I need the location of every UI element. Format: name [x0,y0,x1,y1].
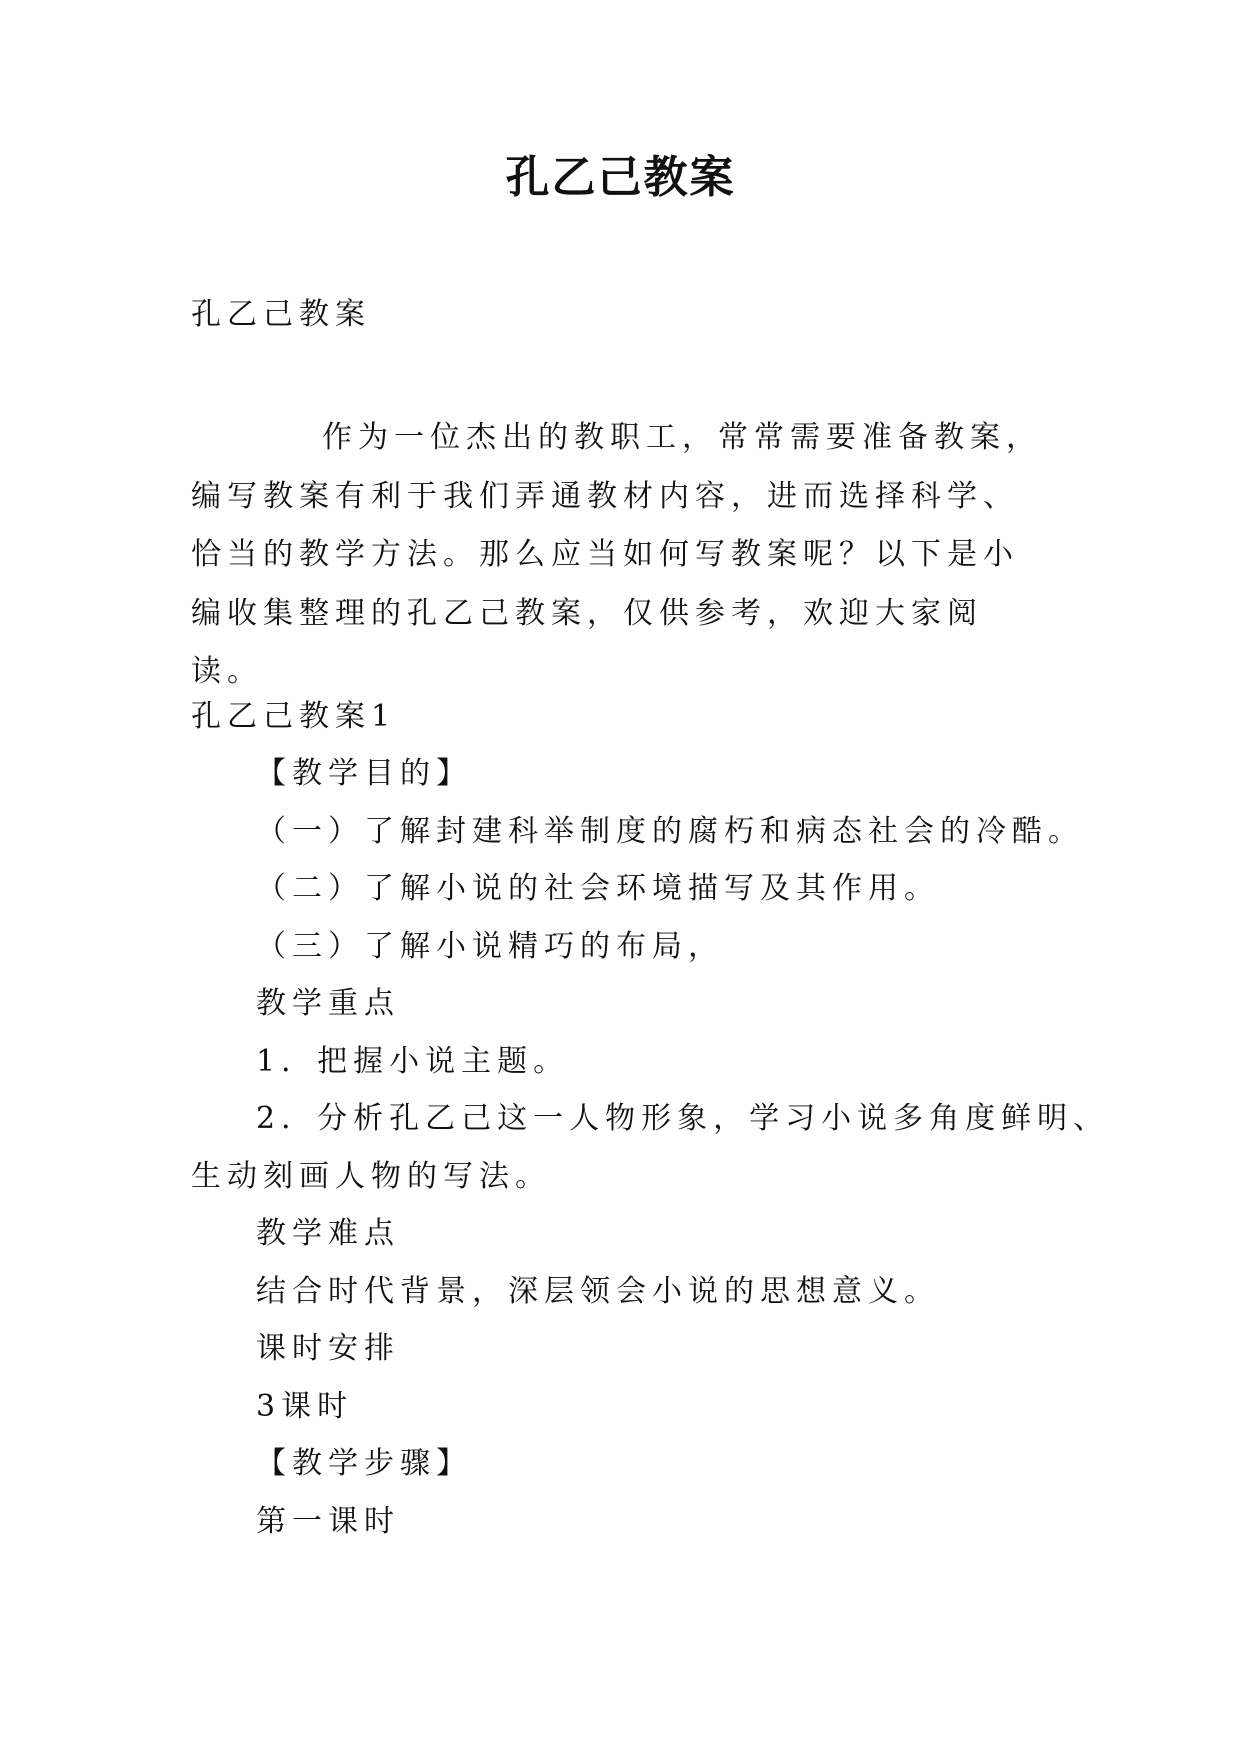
difficulty-text: 结合时代背景，深层领会小说的思想意义。 [256,1274,940,1309]
steps-heading: 【教学步骤】 [256,1446,472,1481]
schedule-text: 3课时 [256,1389,354,1424]
key-point-item-continuation: 生动刻画人物的写法。 [191,1159,551,1194]
objectives-heading: 【教学目的】 [256,756,472,791]
intro-paragraph: 作为一位杰出的教职工，常常需要准备教案，编写教案有利于我们弄通教材内容，进而选择科学、恰当的教学方法。那么应当如何写教案呢？以下是小编收集整理的孔乙己教案，仅供参考，欢迎大家阅读。 [191,420,1042,689]
key-point-item: 2．分析孔乙己这一人物形象，学习小说多角度鲜明、 [256,1101,1110,1136]
objective-item: （一）了解封建科举制度的腐朽和病态社会的冷酷。 [256,814,1084,849]
first-lesson-heading: 第一课时 [256,1504,400,1539]
schedule-heading: 课时安排 [256,1331,400,1366]
key-point-item: 1．把握小说主题。 [256,1044,570,1079]
objective-item: （二）了解小说的社会环境描写及其作用。 [256,871,940,906]
difficulty-heading: 教学难点 [256,1216,400,1251]
page-title: 孔乙己教案 [505,152,736,203]
document-subtitle: 孔乙己教案 [191,297,371,332]
section-heading: 孔乙己教案1 [191,699,397,734]
key-points-heading: 教学重点 [256,986,400,1021]
objective-item: （三）了解小说精巧的布局， [256,929,724,964]
